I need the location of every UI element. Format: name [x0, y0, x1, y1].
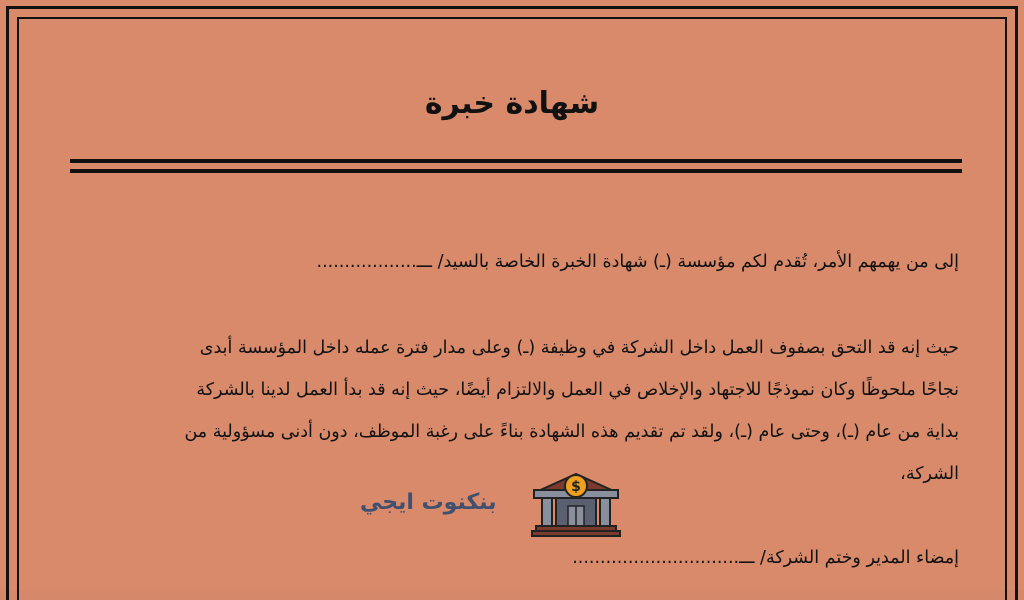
watermark-text: بنكنوت ايجي — [360, 490, 497, 515]
body-line: حيث إنه قد التحق بصفوف العمل داخل الشركة في وظيفة (ـ) وعلى مدار فترة عمله داخل المؤسسة أبدى — [199, 338, 959, 358]
svg-text:$: $ — [571, 479, 581, 495]
body-line: بداية من عام (ـ)، وحتى عام (ـ)، ولقد تم تقديم هذه الشهادة بناءً على رغبة الموظف، دون أدنى مسؤولية من — [184, 422, 959, 442]
intro-line: إلى من يهمهم الأمر، تُقدم لكم مؤسسة (ـ) شهادة الخبرة الخاصة بالسيد/ ـــ.................. — [316, 252, 959, 272]
body-line: نجاحًا ملحوظًا وكان نموذجًا للاجتهاد والإخلاص في العمل والالتزام أيضًا، حيث إنه قد بدأ العمل لدينا بالشركة — [196, 380, 959, 400]
signature-line: إمضاء المدير وختم الشركة/ ـــ.............................. — [572, 548, 959, 568]
watermark-logo — [360, 470, 625, 540]
bank-icon — [530, 470, 622, 538]
body-line: الشركة، — [900, 464, 959, 484]
document-title: شهادة خبرة — [424, 86, 600, 121]
